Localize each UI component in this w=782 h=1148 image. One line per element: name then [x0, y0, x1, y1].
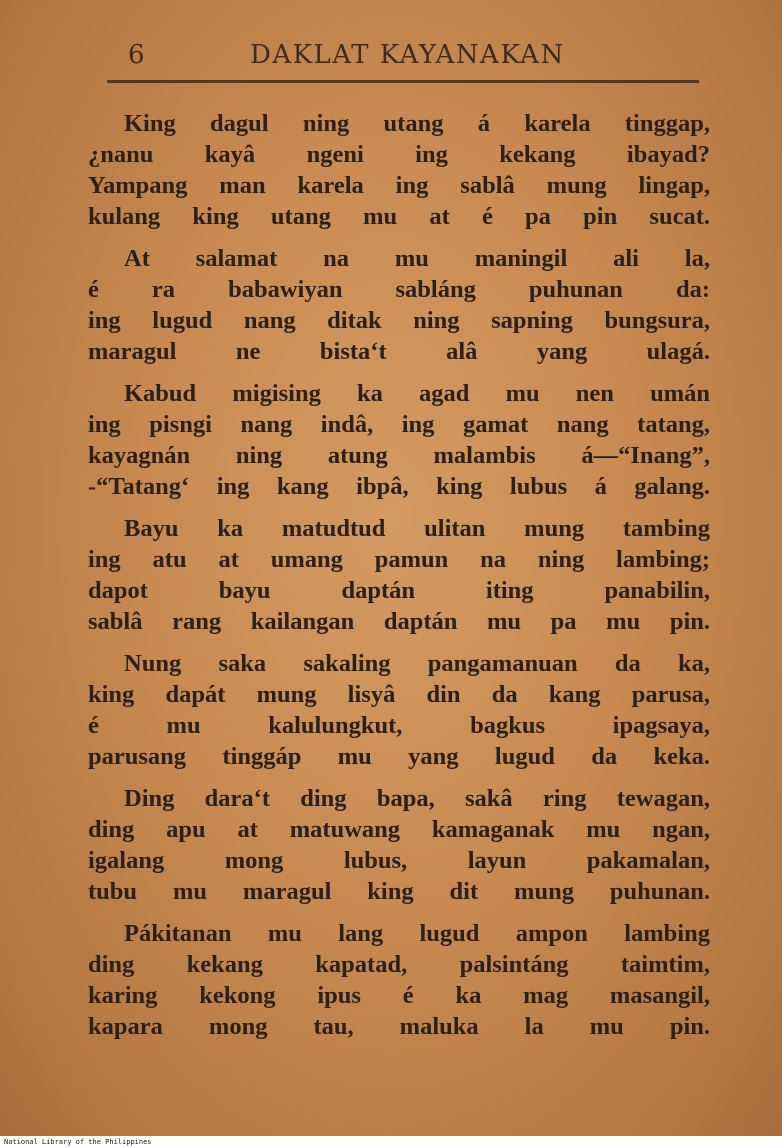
- poem-line: At salamat na mu maningil ali la,: [124, 245, 710, 272]
- stanza-1: [88, 108, 710, 232]
- poem-line: Pákitanan mu lang lugud ampon lambing: [124, 920, 710, 947]
- running-title: DAKLAT KAYANAKAN: [250, 40, 565, 70]
- poem-line: sablâ rang kailangan daptán mu pa mu pin.: [88, 608, 710, 635]
- stanza-5: [88, 648, 710, 772]
- poem-line: -“Tatang‘ ing kang ibpâ, king lubus á galang.: [88, 473, 710, 500]
- poem-line: karing kekong ipus é ka mag masangil,: [88, 982, 710, 1009]
- poem-line: maragul ne bista‘t alâ yang ulagá.: [88, 338, 710, 365]
- poem-line: Bayu ka matudtud ulitan mung tambing: [124, 515, 710, 542]
- poem-line: Nung saka sakaling pangamanuan da ka,: [124, 650, 710, 677]
- poem-line: kulang king utang mu at é pa pin sucat.: [88, 203, 710, 230]
- poem-line: Ding dara‘t ding bapa, sakâ ring tewagan,: [124, 785, 710, 812]
- stanza-2: [88, 243, 710, 367]
- poem-line: dapot bayu daptán iting panabilin,: [88, 577, 710, 604]
- header-rule: [107, 80, 699, 83]
- poem-line: ding apu at matuwang kamaganak mu ngan,: [88, 816, 710, 843]
- stanza-7: [88, 918, 710, 1042]
- stanza-3: [88, 378, 710, 502]
- stanza-6: [88, 783, 710, 907]
- stanza-4: [88, 513, 710, 637]
- poem-line: é mu kalulungkut, bagkus ipagsaya,: [88, 712, 710, 739]
- poem-line: Kabud migising ka agad mu nen umán: [124, 380, 710, 407]
- poem-line: ding kekang kapatad, palsintáng taimtim,: [88, 951, 710, 978]
- poem-line: kayagnán ning atung malambis á—“Inang”,: [88, 442, 710, 469]
- poem-line: ing atu at umang pamun na ning lambing;: [88, 546, 710, 573]
- page-number: 6: [128, 40, 145, 70]
- poem-line: king dapát mung lisyâ din da kang parusa,: [88, 681, 710, 708]
- poem-line: ing pisngi nang indâ, ing gamat nang tatang,: [88, 411, 710, 438]
- poem-line: tubu mu maragul king dit mung puhunan.: [88, 878, 710, 905]
- poem-line: igalang mong lubus, layun pakamalan,: [88, 847, 710, 874]
- library-watermark: National Library of the Philippines: [4, 1138, 152, 1146]
- poem-line: ing lugud nang ditak ning sapning bungsura,: [88, 307, 710, 334]
- poem-line: Yampang man karela ing sablâ mung lingap,: [88, 172, 710, 199]
- page-header: [95, 38, 705, 86]
- poem-line: ¿nanu kayâ ngeni ing kekang ibayad?: [88, 141, 710, 168]
- poem-line: kapara mong tau, maluka la mu pin.: [88, 1013, 710, 1040]
- poem-line: parusang tinggáp mu yang lugud da keka.: [88, 743, 710, 770]
- poem-line: é ra babawiyan sabláng puhunan da:: [88, 276, 710, 303]
- poem-body: [88, 108, 710, 1053]
- poem-line: King dagul ning utang á karela tinggap,: [124, 110, 710, 137]
